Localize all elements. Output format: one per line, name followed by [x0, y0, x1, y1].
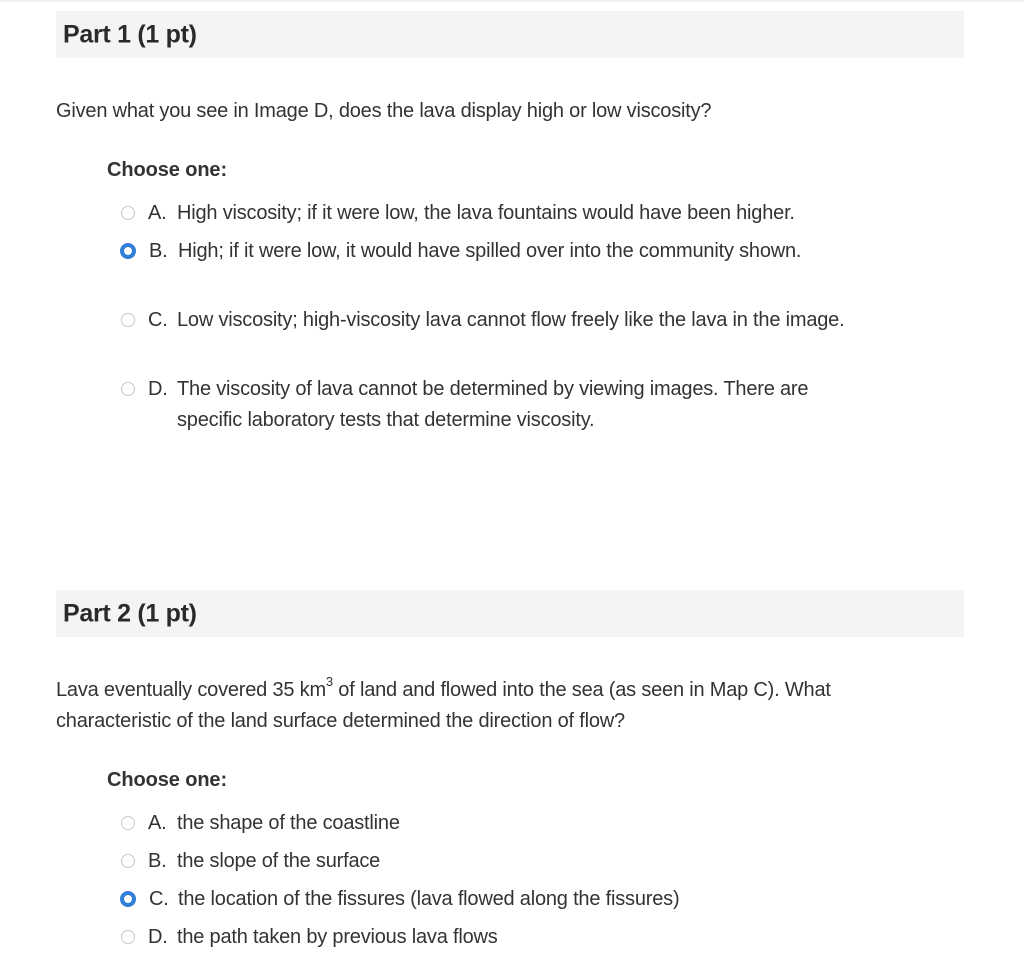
radio-button[interactable] — [121, 854, 135, 868]
option-letter: D. — [148, 926, 168, 948]
radio-button[interactable] — [121, 313, 135, 327]
option-letter: B. — [149, 240, 168, 262]
option-letter: C. — [148, 309, 168, 331]
option-text: Low viscosity; high-viscosity lava cannot flow freely like the lava in the image. — [177, 309, 845, 331]
option-letter: A. — [148, 202, 167, 224]
radio-button[interactable] — [121, 816, 135, 830]
part-1-option-a[interactable] — [118, 198, 898, 229]
option-letter: C. — [149, 888, 169, 910]
option-text: the location of the fissures (lava flowed along the fissures) — [178, 888, 680, 910]
question-text-before: Lava eventually covered 35 km — [56, 679, 326, 701]
option-text: the shape of the coastline — [177, 812, 400, 834]
radio-button-selected[interactable] — [120, 891, 136, 907]
top-divider — [0, 0, 1024, 2]
radio-button[interactable] — [121, 206, 135, 220]
option-text: the path taken by previous lava flows — [177, 926, 498, 948]
radio-button-selected[interactable] — [120, 243, 136, 259]
part-2-choose-label: Choose one: — [107, 769, 228, 791]
part-2-question — [56, 675, 926, 737]
part-2-title: Part 2 (1 pt) — [63, 599, 197, 627]
option-letter: D. — [148, 378, 168, 400]
part-2-option-d[interactable] — [118, 922, 898, 953]
part-2-header — [56, 590, 964, 637]
option-text: High viscosity; if it were low, the lava fountains would have been higher. — [177, 202, 795, 224]
part-1-choose-label: Choose one: — [107, 159, 228, 181]
part-1-title: Part 1 (1 pt) — [63, 20, 197, 48]
option-letter: B. — [148, 850, 167, 872]
part-1-option-b[interactable] — [118, 236, 898, 267]
option-letter: A. — [148, 812, 167, 834]
part-1-question: Given what you see in Image D, does the lava display high or low viscosity? — [56, 100, 712, 122]
question-text-after: of land and flowed into the sea (as seen in Map C). What characteristic of the land surface determined the direction of flow? — [56, 679, 831, 732]
part-2-option-a[interactable] — [118, 808, 898, 839]
part-1-header — [56, 11, 964, 58]
option-text: The viscosity of lava cannot be determined by viewing images. There are specific laboratory tests that determine viscosity. — [177, 378, 809, 431]
option-text: High; if it were low, it would have spilled over into the community shown. — [178, 240, 802, 262]
superscript-exponent: 3 — [325, 674, 333, 690]
part-2-option-c[interactable] — [118, 884, 898, 915]
part-2-option-b[interactable] — [118, 846, 898, 877]
part-1-option-d[interactable] — [118, 374, 898, 436]
part-1-option-c[interactable] — [118, 305, 898, 336]
option-text: the slope of the surface — [177, 850, 381, 872]
radio-button[interactable] — [121, 382, 135, 396]
radio-button[interactable] — [121, 930, 135, 944]
